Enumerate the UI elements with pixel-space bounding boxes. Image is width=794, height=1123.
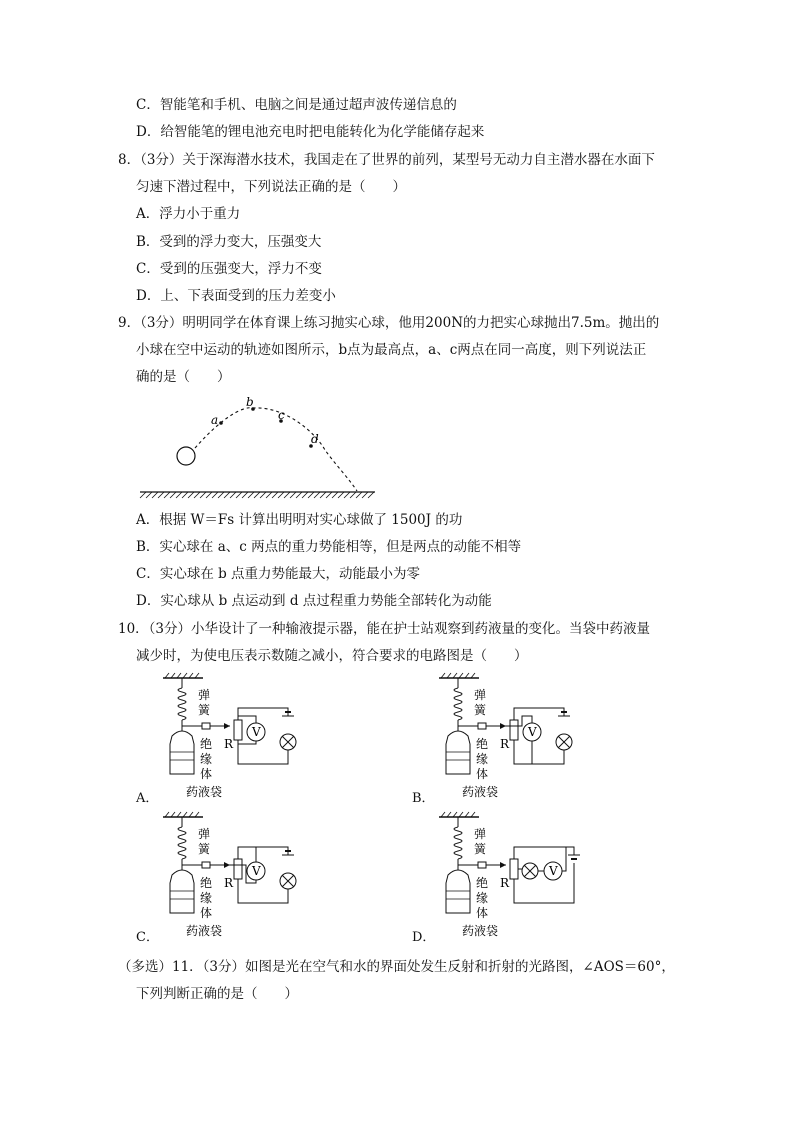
svg-text:体: 体	[476, 906, 489, 920]
drip-bag-icon	[170, 731, 194, 774]
spring-icon	[178, 827, 186, 859]
q8-option-d: D．上、下表面受到的压力差变小	[136, 288, 336, 304]
drip-bag-icon	[446, 870, 470, 913]
svg-text:V: V	[252, 864, 261, 878]
svg-text:V: V	[528, 725, 537, 739]
drip-bag-icon	[170, 870, 194, 913]
svg-text:药液袋: 药液袋	[186, 785, 223, 799]
q10-option-b: B．	[412, 791, 435, 806]
svg-text:绝: 绝	[200, 737, 213, 751]
label-b: b	[246, 395, 254, 409]
svg-text:R: R	[224, 876, 234, 890]
spring-icon	[454, 688, 462, 720]
svg-text:V: V	[549, 864, 558, 878]
trajectory-path	[195, 408, 357, 491]
svg-text:药液袋: 药液袋	[462, 785, 499, 799]
svg-text:R: R	[224, 737, 234, 751]
svg-text:弹: 弹	[198, 827, 211, 841]
trajectory-figure	[135, 392, 380, 502]
label-a: a	[211, 413, 219, 427]
svg-text:缘: 缘	[200, 752, 213, 766]
svg-text:簧: 簧	[198, 842, 211, 856]
svg-text:药液袋: 药液袋	[462, 924, 499, 938]
q9-option-a: A．根据 W＝Fs 计算出明明对实心球做了 1500J 的功	[136, 512, 463, 528]
spring-icon	[454, 827, 462, 859]
svg-text:体: 体	[476, 767, 489, 781]
svg-text:R: R	[500, 737, 510, 751]
q10-stem-line-2: 减少时，为使电压表示数随之减小，符合要求的电路图是（ ）	[136, 648, 528, 664]
q8-option-c: C．受到的压强变大，浮力不变	[136, 261, 322, 277]
svg-text:绝: 绝	[476, 876, 489, 890]
svg-text:体: 体	[200, 767, 213, 781]
q9-option-b: B．实心球在 a、c 两点的重力势能相等，但是两点的动能不相等	[136, 539, 522, 555]
q9-option-c: C．实心球在 b 点重力势能最大，动能最小为零	[136, 566, 421, 582]
svg-text:体: 体	[200, 906, 213, 920]
svg-text:缘: 缘	[476, 891, 489, 905]
q9-stem-line-2: 小球在空中运动的轨迹如图所示，b点为最高点，a、c两点在同一高度，则下列说法正	[136, 342, 647, 358]
circuit-a	[158, 672, 308, 804]
svg-text:弹: 弹	[474, 688, 487, 702]
rheostat	[510, 859, 518, 879]
q8-option-b: B．受到的浮力变大，压强变大	[136, 234, 322, 250]
q7-option-c: C．智能笔和手机、电脑之间是通过超声波传递信息的	[136, 97, 457, 113]
svg-text:簧: 簧	[474, 703, 487, 717]
rheostat	[234, 859, 242, 879]
svg-text:药液袋: 药液袋	[186, 924, 223, 938]
ground-hatch	[140, 492, 374, 498]
q10-option-a: A．	[136, 791, 159, 806]
svg-text:R: R	[500, 876, 510, 890]
q9-option-d: D．实心球从 b 点运动到 d 点过程重力势能全部转化为动能	[136, 593, 492, 609]
q9-stem-line-3: 确的是（ ）	[136, 369, 231, 385]
q10-option-c: C．	[136, 930, 159, 945]
svg-text:弹: 弹	[198, 688, 211, 702]
rheostat	[510, 720, 518, 740]
q11-stem-line-1: （多选）11．（3分）如图是光在空气和水的界面处发生反射和折射的光路图，∠AOS＝60°，	[118, 959, 675, 975]
ball	[177, 447, 195, 465]
circuit-c	[158, 811, 308, 943]
svg-text:簧: 簧	[474, 842, 487, 856]
drip-bag-icon	[446, 731, 470, 774]
spring-icon	[178, 688, 186, 720]
label-c: c	[278, 408, 285, 422]
rheostat	[234, 720, 242, 740]
svg-text:缘: 缘	[200, 891, 213, 905]
q9-stem-line-1: 9．（3分）明明同学在体育课上练习抛实心球，他用200N的力把实心球抛出7.5m。抛出的	[118, 315, 660, 331]
q10-stem-line-1: 10．（3分）小华设计了一种输液提示器，能在护士站观察到药液量的变化。当袋中药液量	[118, 621, 651, 637]
label-d: d	[311, 432, 319, 446]
q8-stem-line-2: 匀速下潜过程中，下列说法正确的是（ ）	[136, 179, 406, 195]
q8-option-a: A．浮力小于重力	[136, 206, 241, 222]
q11-stem-line-2: 下列判断正确的是（ ）	[136, 986, 298, 1002]
svg-text:绝: 绝	[200, 876, 213, 890]
q7-option-d: D．给智能笔的锂电池充电时把电能转化为化学能储存起来	[136, 124, 485, 140]
q10-option-d: D．	[412, 930, 436, 945]
svg-text:绝: 绝	[476, 737, 489, 751]
svg-text:缘: 缘	[476, 752, 489, 766]
svg-text:簧: 簧	[198, 703, 211, 717]
circuit-b	[434, 672, 584, 804]
q8-stem-line-1: 8．（3分）关于深海潜水技术，我国走在了世界的前列，某型号无动力自主潜水器在水面下	[118, 152, 655, 168]
svg-text:V: V	[252, 725, 261, 739]
circuit-d	[434, 811, 584, 943]
point-a	[219, 421, 223, 425]
svg-text:弹: 弹	[474, 827, 487, 841]
